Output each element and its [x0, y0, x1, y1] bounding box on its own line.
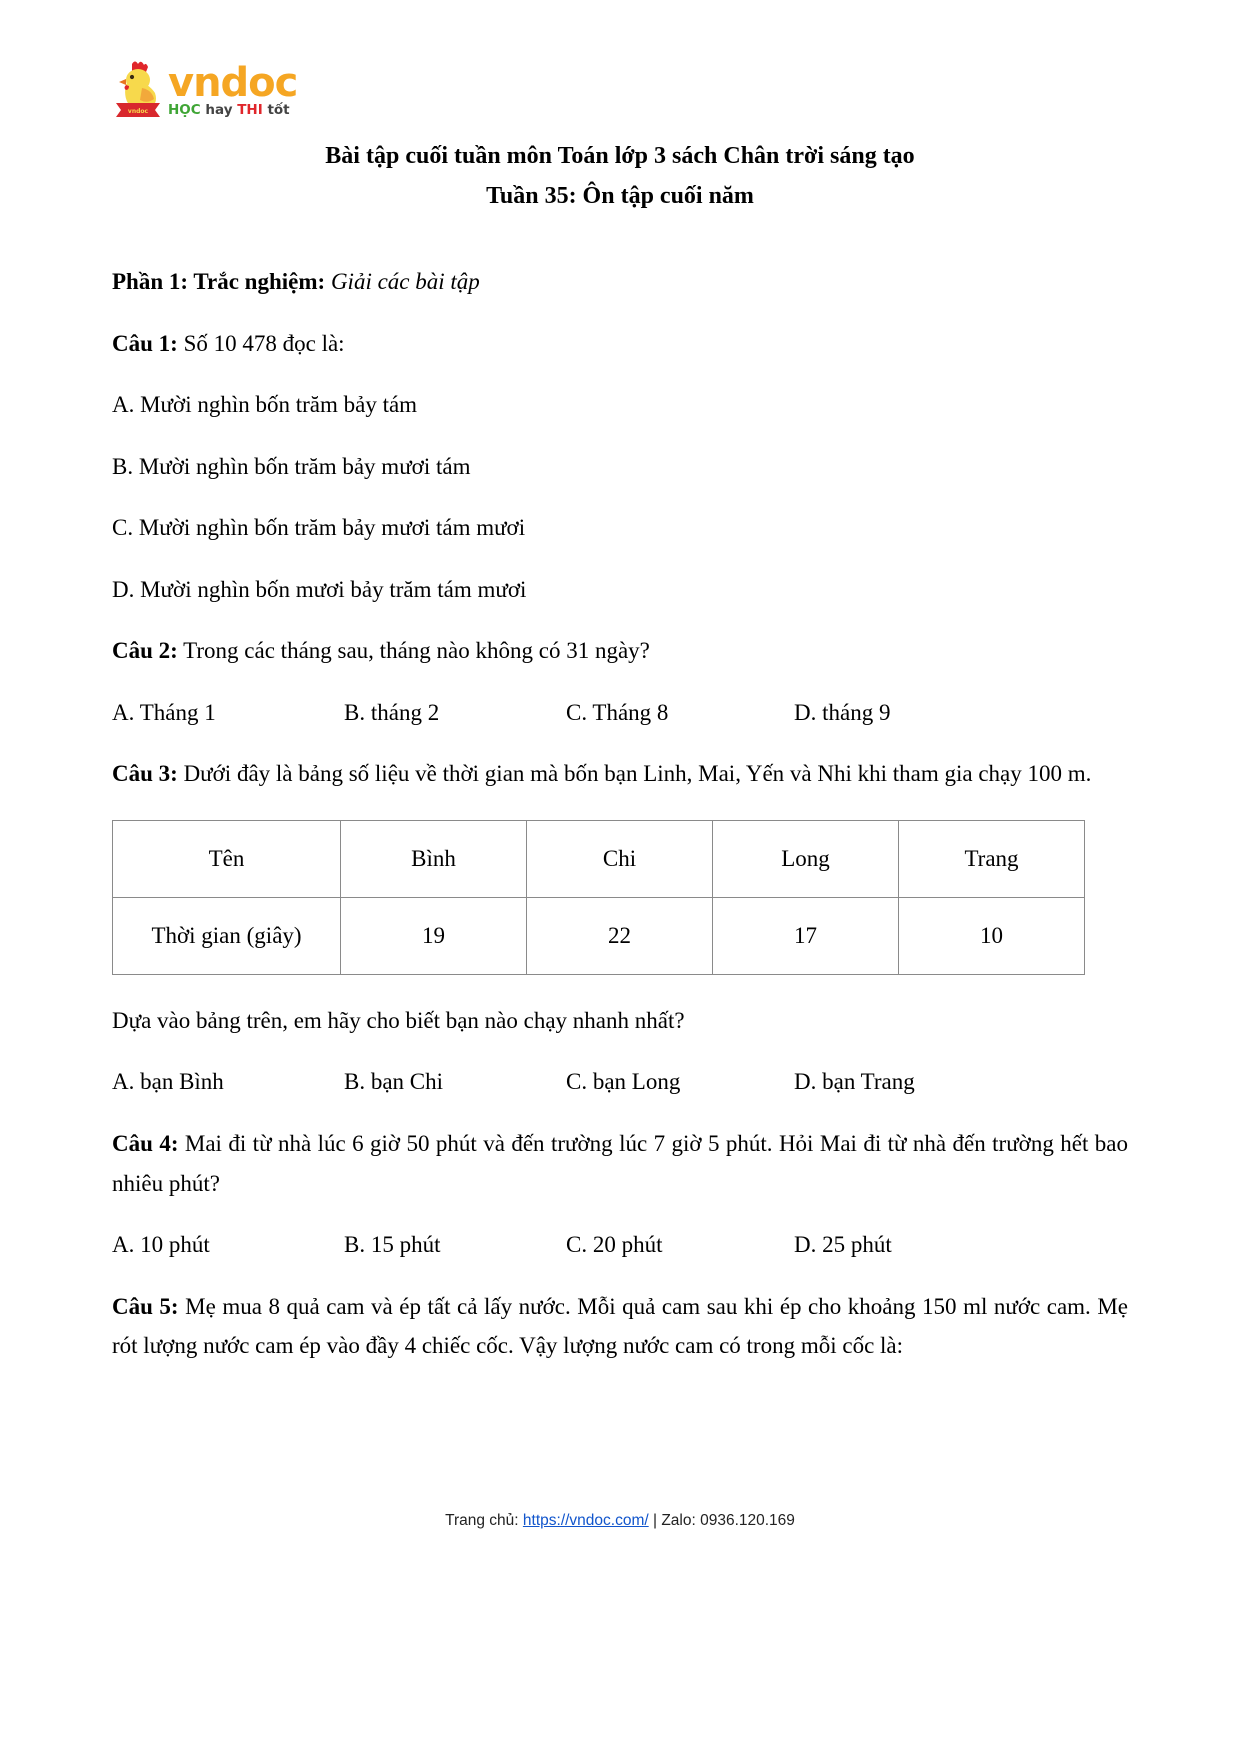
vndoc-logo [112, 48, 297, 120]
document-title: Bài tập cuối tuần môn Toán lớp 3 sách Chân trời sáng tạo [325, 143, 915, 169]
footer-homepage-link[interactable]: https://vndoc.com/ [522, 1512, 649, 1529]
table-row [113, 820, 1085, 897]
question-4-label: Câu 4: [112, 1131, 179, 1157]
logo-wordmark: vndoc [168, 60, 298, 107]
tagline-hay: hay [205, 102, 233, 119]
question-3-label: Câu 3: [112, 761, 178, 787]
section-label: Phần 1: Trắc nghiệm: [112, 269, 326, 294]
table-header-binh: Bình [341, 820, 527, 897]
question-4-option-c: C. 20 phút [566, 1232, 663, 1258]
page-footer [0, 1512, 1240, 1530]
question-1-option-b: B. Mười nghìn bốn trăm bảy mươi tám [112, 453, 471, 479]
footer-prefix: Trang chủ: [445, 1512, 523, 1529]
question-2-text: Trong các tháng sau, tháng nào không có 31 ngày? [177, 638, 650, 664]
question-4-option-d: D. 25 phút [794, 1232, 892, 1258]
question-5-text: Mẹ mua 8 quả cam và ép tất cả lấy nước. Mỗi quả cam sau khi ép cho khoảng 150 ml nước cam. Mẹ rót lượng nước cam ép vào đầy 4 chiếc cốc. Vậy lượng nước cam có trong mỗi cốc là: [112, 1293, 1128, 1359]
question-3-option-a: A. bạn Bình [112, 1069, 224, 1095]
question-1-option-a: A. Mười nghìn bốn trăm bảy tám [112, 392, 418, 418]
question-4-text: Mai đi từ nhà lúc 6 giờ 50 phút và đến trường lúc 7 giờ 5 phút. Hỏi Mai đi từ nhà đến trường hết bao nhiêu phút? [112, 1131, 1128, 1196]
question-1-prompt [112, 324, 1128, 364]
logo-tagline [168, 103, 297, 118]
logo-text [168, 60, 298, 120]
question-3-options [112, 1062, 1128, 1102]
table-header-name: Tên [113, 820, 341, 897]
question-1-label: Câu 1: [112, 330, 178, 356]
question-3-text: Dưới đây là bảng số liệu về thời gian mà bốn bạn Linh, Mai, Yến và Nhi khi tham gia chạy 100 m. [177, 761, 1092, 787]
question-4-option-b: B. 15 phút [344, 1232, 441, 1258]
question-2-prompt [112, 631, 1128, 671]
table-row [113, 897, 1085, 974]
question-2-option-d: D. tháng 9 [794, 699, 891, 725]
tagline-hoc: HỌC [168, 102, 201, 119]
running-times-table [112, 820, 1085, 975]
question-3-option-c: C. bạn Long [566, 1069, 681, 1095]
question-1-text: Số 10 478 đọc là: [177, 330, 345, 356]
question-4-prompt [112, 1124, 1128, 1203]
question-3-followup: Dựa vào bảng trên, em hãy cho biết bạn nào chạy nhanh nhất? [112, 1007, 685, 1033]
table-header-chi: Chi [527, 820, 713, 897]
question-2-option-c: C. Tháng 8 [566, 699, 669, 725]
question-1-option-d: D. Mười nghìn bốn mươi bảy trăm tám mươi [112, 576, 527, 602]
tagline-tot: tốt [267, 102, 290, 119]
question-3-option-d: D. bạn Trang [794, 1069, 915, 1095]
question-2-options [112, 693, 1128, 733]
table-value-trang: 10 [899, 897, 1085, 974]
section-instruction: Giải các bài tập [330, 269, 480, 294]
table-value-long: 17 [713, 897, 899, 974]
footer-suffix: | Zalo: 0936.120.169 [648, 1512, 795, 1529]
question-2-label: Câu 2: [112, 638, 178, 664]
svg-text:vndoc: vndoc [127, 108, 149, 115]
question-2-option-a: A. Tháng 1 [112, 699, 216, 725]
question-1-option-c: C. Mười nghìn bốn trăm bảy mươi tám mươi [112, 515, 526, 541]
question-4-option-a: A. 10 phút [112, 1232, 210, 1258]
question-3-prompt [112, 754, 1128, 794]
question-5-prompt [112, 1287, 1128, 1366]
table-header-trang: Trang [899, 820, 1085, 897]
chicken-mascot-icon [112, 58, 164, 120]
table-header-long: Long [713, 820, 899, 897]
table-value-chi: 22 [527, 897, 713, 974]
question-5-label: Câu 5: [112, 1293, 179, 1319]
tagline-thi: THI [237, 102, 263, 119]
section-heading [112, 262, 1128, 302]
question-3-option-b: B. bạn Chi [344, 1069, 444, 1095]
worksheet-content [112, 262, 1128, 1388]
table-label-time: Thời gian (giây) [113, 897, 341, 974]
table-value-binh: 19 [341, 897, 527, 974]
question-4-options [112, 1225, 1128, 1265]
question-2-option-b: B. tháng 2 [344, 699, 440, 725]
document-subtitle: Tuần 35: Ôn tập cuối năm [486, 183, 754, 209]
